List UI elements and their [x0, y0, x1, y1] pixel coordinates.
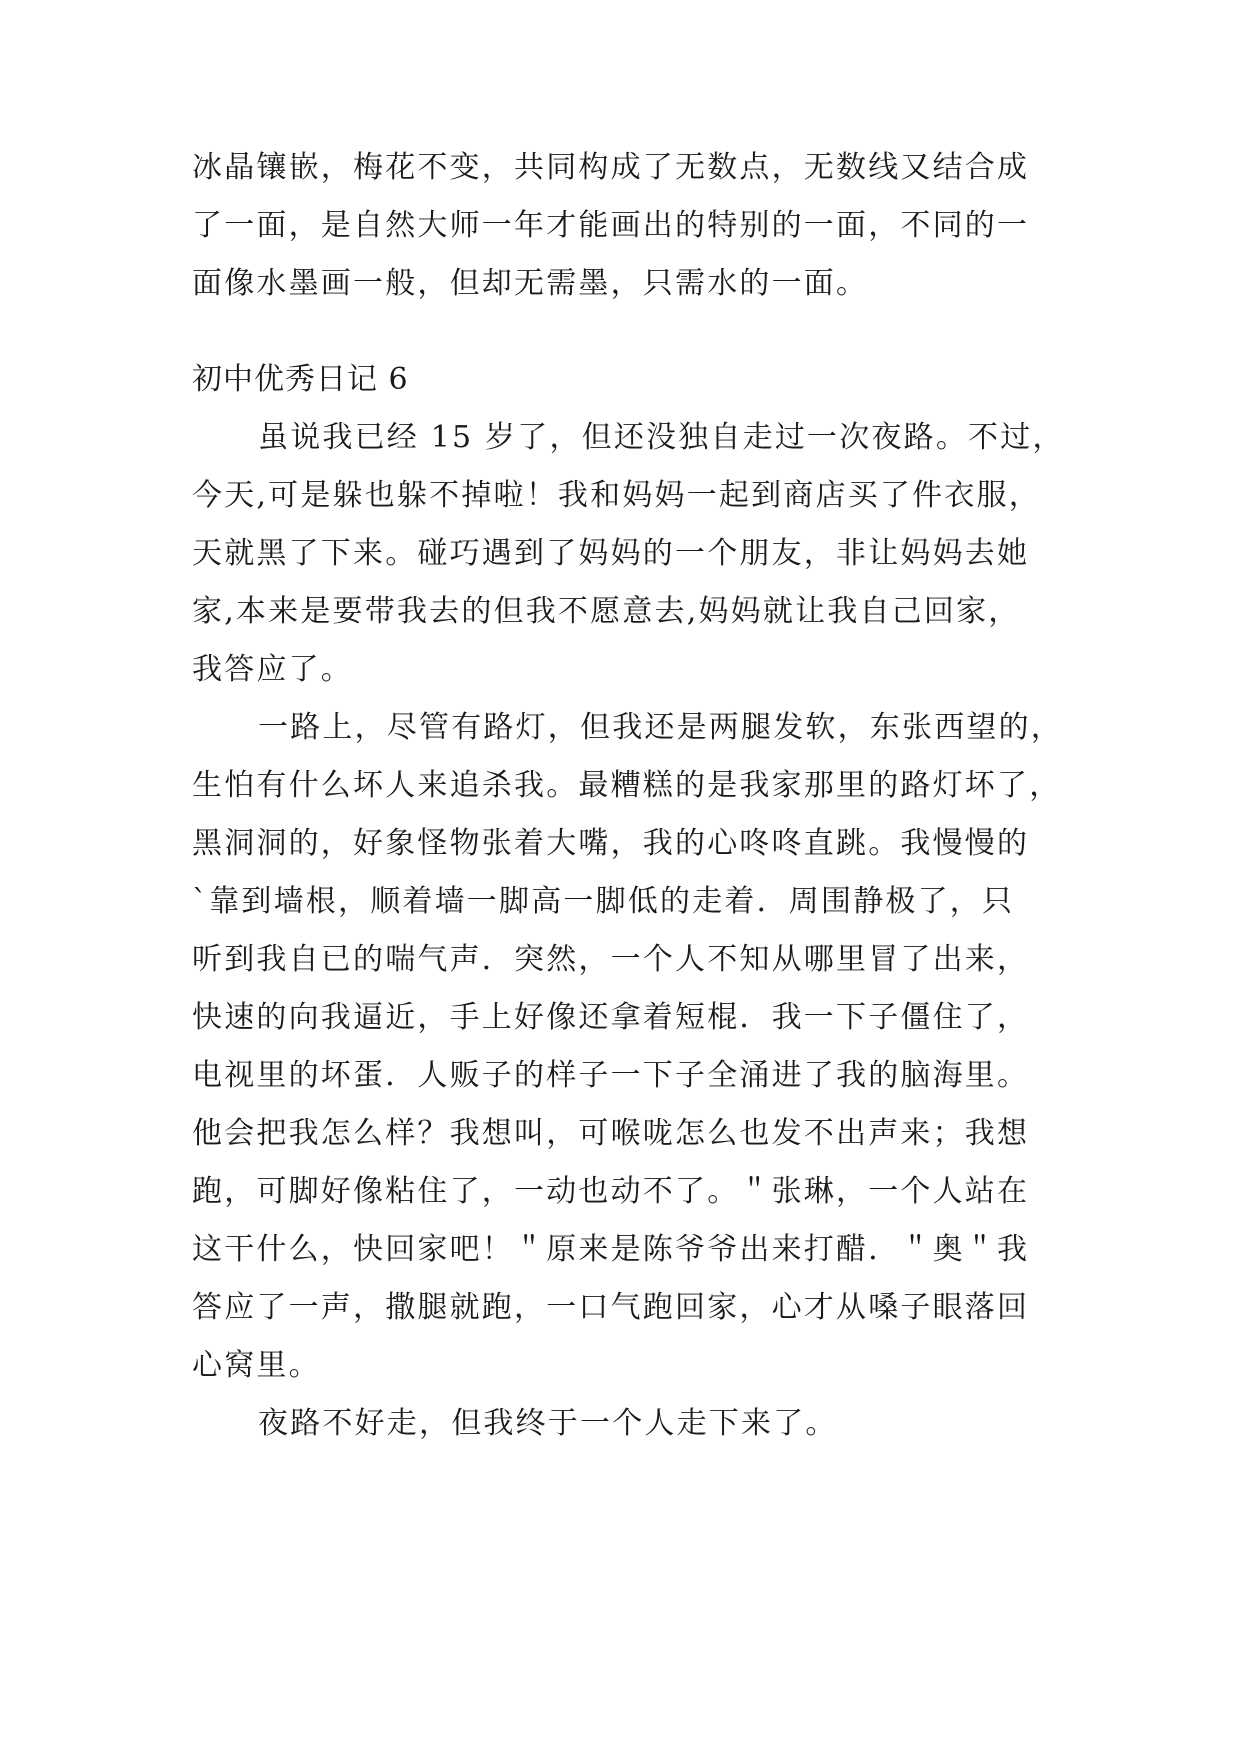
text-line: 一路上，尽管有路灯，但我还是两腿发软，东张西望的，	[258, 710, 1063, 745]
text-line: 答应了一声，撒腿就跑，一口气跑回家，心才从嗓子眼落回	[192, 1290, 1030, 1325]
text-line: 听到我自已的喘气声．突然，一个人不知从哪里冒了出来，	[192, 942, 1030, 977]
text-line: `靠到墙根，顺着墙一脚高一脚低的走着．周围静极了，只	[192, 884, 1015, 919]
text-line: 面像水墨画一般，但却无需墨，只需水的一面。	[192, 266, 869, 301]
text-line: 虽说我已经 15 岁了，但还没独自走过一次夜路。不过，	[258, 420, 1065, 455]
text-line: 电视里的坏蛋．人贩子的样子一下子全涌进了我的脑海里。	[192, 1058, 1030, 1093]
text-line: 今天,可是躲也躲不掉啦！我和妈妈一起到商店买了件衣服，	[192, 478, 1041, 513]
text-line: 天就黑了下来。碰巧遇到了妈妈的一个朋友，非让妈妈去她	[192, 536, 1030, 571]
text-line: 家,本来是要带我去的但我不愿意去,妈妈就让我自己回家，	[192, 594, 1021, 629]
text-line: 他会把我怎么样？我想叫，可喉咙怎么也发不出声来；我想	[192, 1116, 1030, 1151]
text-line: 快速的向我逼近，手上好像还拿着短棍．我一下子僵住了，	[192, 1000, 1030, 1035]
text-line: 生怕有什么坏人来追杀我。最糟糕的是我家那里的路灯坏了，	[192, 768, 1062, 803]
text-line: 心窝里。	[192, 1348, 321, 1383]
text-line: 夜路不好走，但我终于一个人走下来了。	[258, 1406, 838, 1441]
text-line: 跑，可脚好像粘住了，一动也动不了。＂张琳，一个人站在	[192, 1174, 1030, 1209]
text-line: 我答应了。	[192, 652, 353, 687]
section-heading: 初中优秀日记 6	[192, 362, 409, 397]
text-line: 这干什么，快回家吧！＂原来是陈爷爷出来打醋．＂奥＂我	[192, 1232, 1030, 1267]
text-line: 黑洞洞的，好象怪物张着大嘴，我的心咚咚直跳。我慢慢的	[192, 826, 1030, 861]
text-line: 冰晶镶嵌，梅花不变，共同构成了无数点，无数线又结合成	[192, 150, 1030, 185]
text-line: 了一面，是自然大师一年才能画出的特别的一面，不同的一	[192, 208, 1030, 243]
